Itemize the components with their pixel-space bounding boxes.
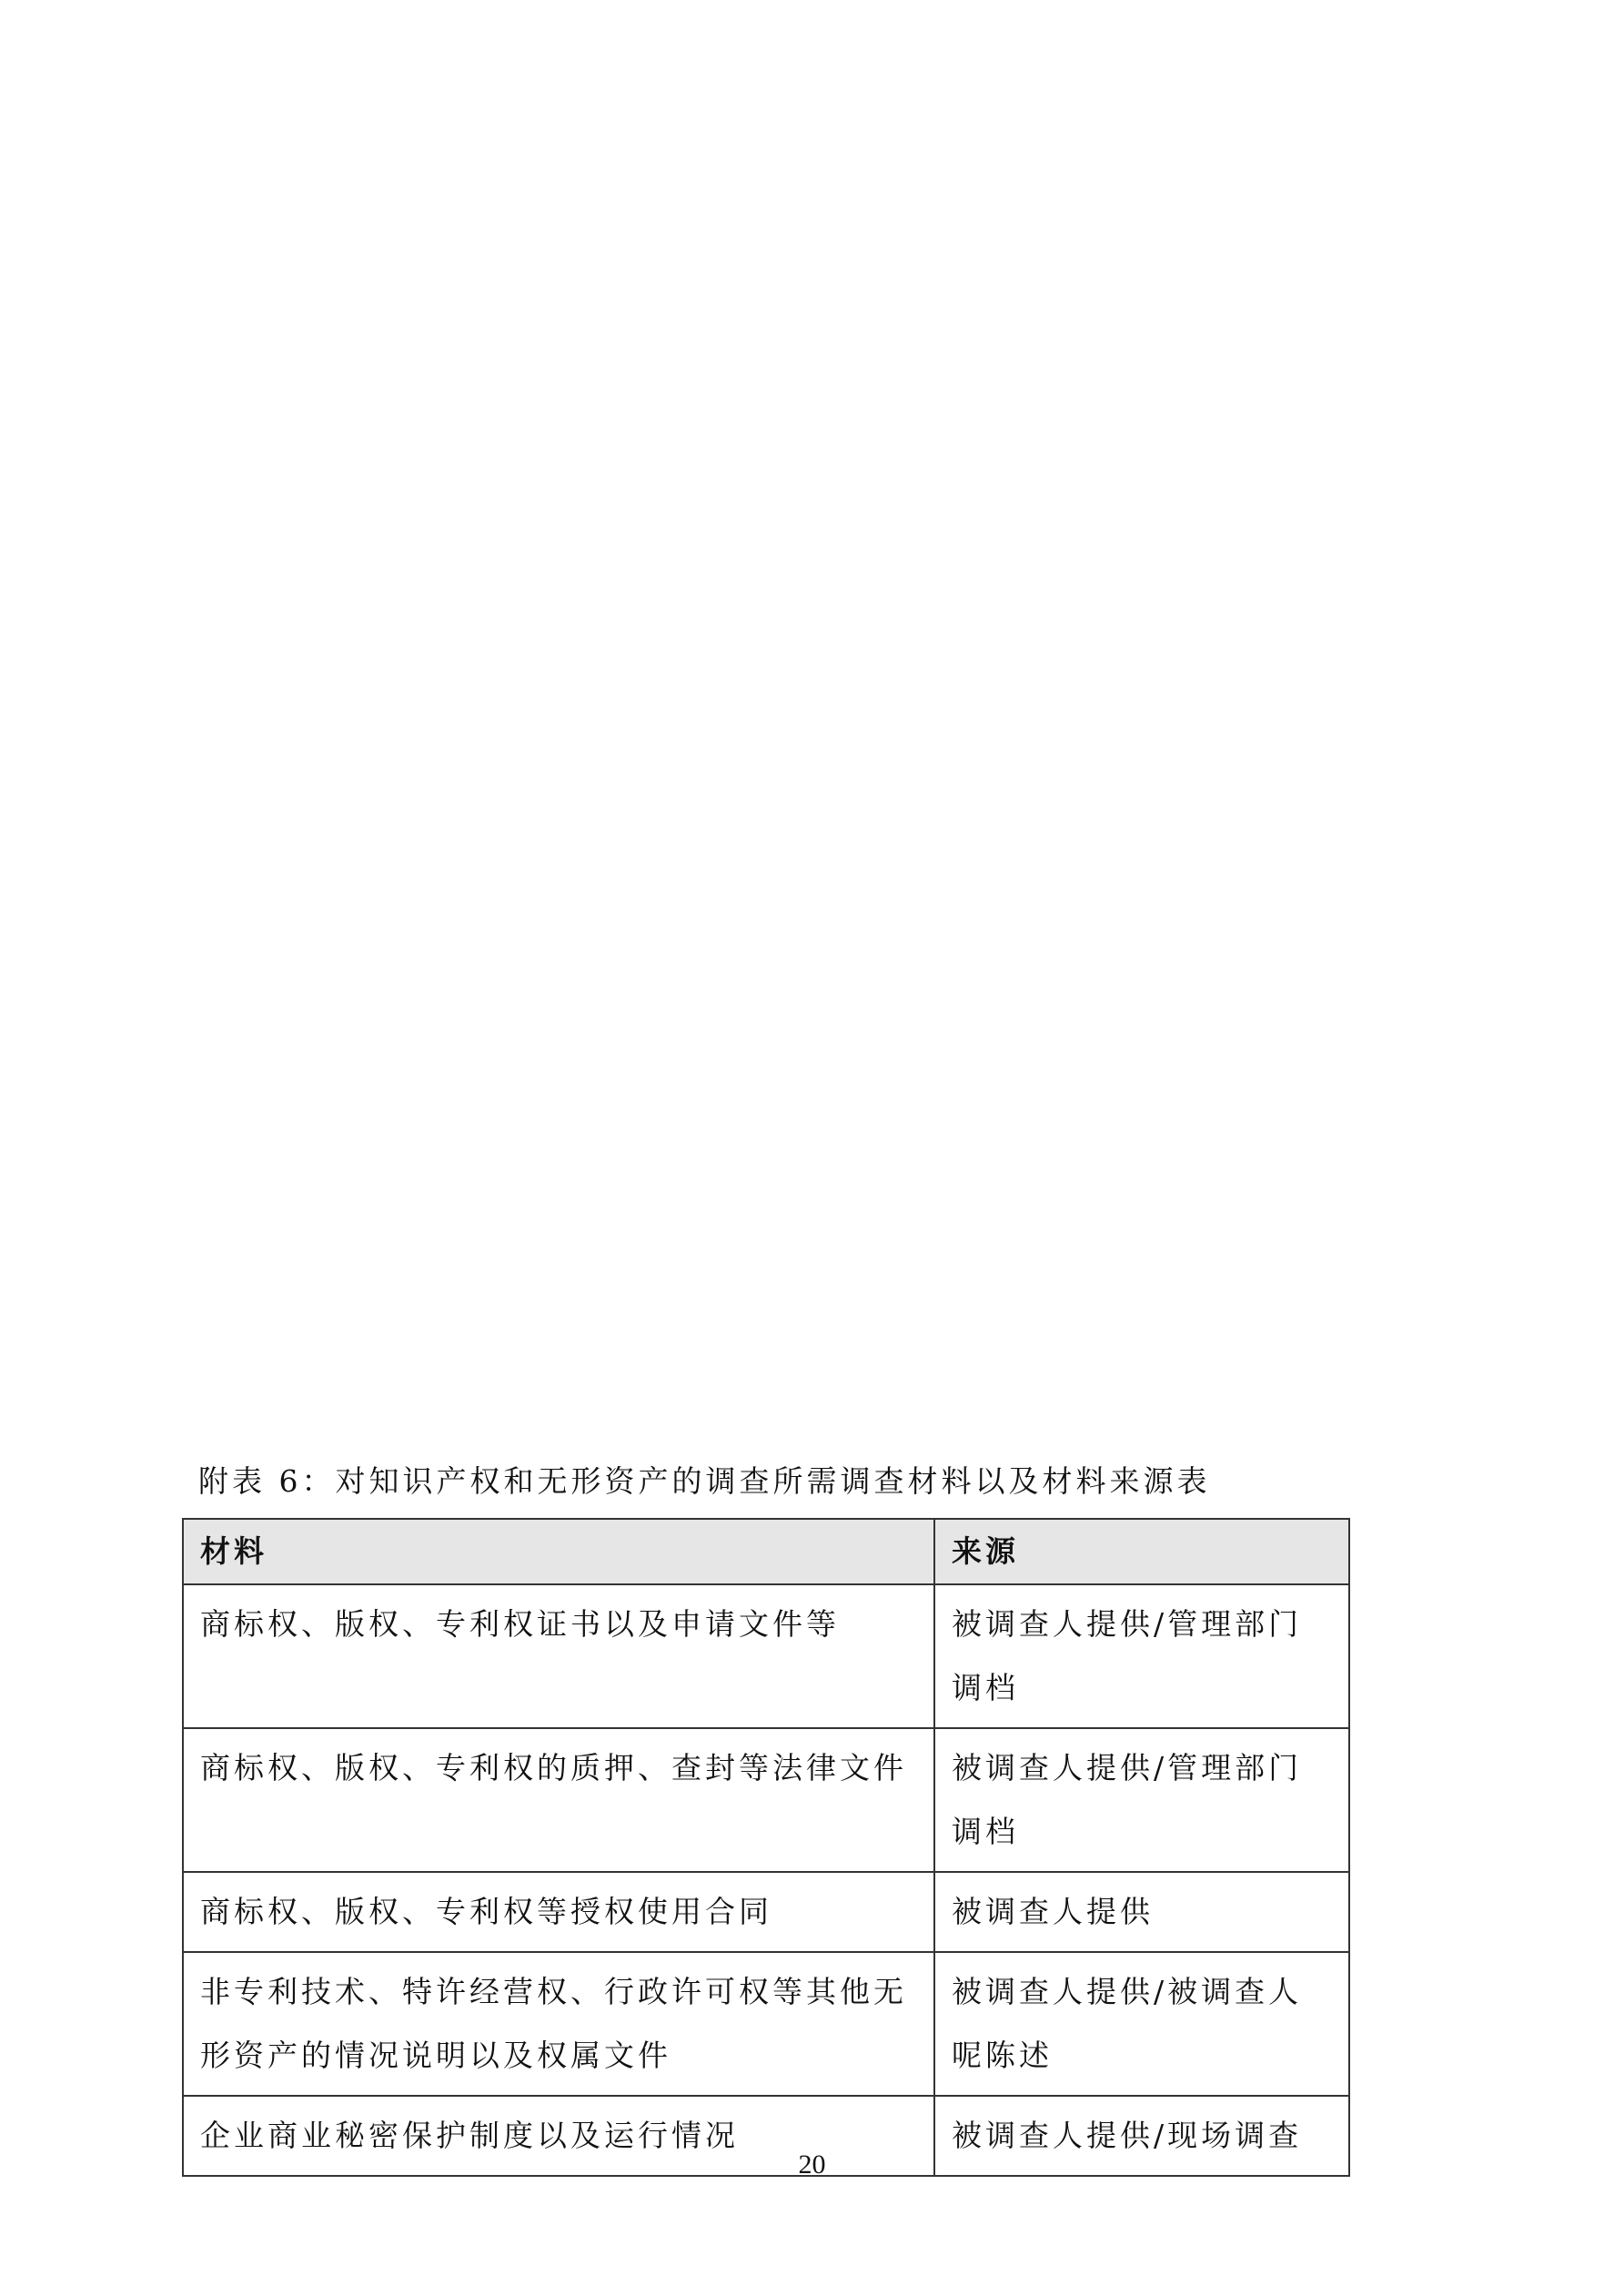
material-cell: 企业商业秘密保护制度以及运行情况 bbox=[183, 2096, 934, 2176]
material-cell: 商标权、版权、专利权等授权使用合同 bbox=[183, 1872, 934, 1952]
source-cell: 被调查人提供/管理部门调档 bbox=[934, 1584, 1349, 1728]
table-header-row bbox=[183, 1519, 1349, 1584]
table-row bbox=[183, 1584, 1349, 1728]
page-number: 20 bbox=[798, 2149, 826, 2180]
material-cell: 商标权、版权、专利权的质押、查封等法律文件 bbox=[183, 1728, 934, 1872]
source-cell: 被调查人提供/被调查人呢陈述 bbox=[934, 1952, 1349, 2096]
source-cell: 被调查人提供/管理部门调档 bbox=[934, 1728, 1349, 1872]
header-source: 来源 bbox=[934, 1519, 1349, 1584]
table-row bbox=[183, 1872, 1349, 1952]
table-caption: 附表 6：对知识产权和无形资产的调查所需调查材料以及材料来源表 bbox=[198, 1463, 1211, 1499]
header-materials: 材料 bbox=[183, 1519, 934, 1584]
source-cell: 被调查人提供 bbox=[934, 1872, 1349, 1952]
materials-source-table bbox=[182, 1518, 1350, 2177]
material-cell: 非专利技术、特许经营权、行政许可权等其他无形资产的情况说明以及权属文件 bbox=[183, 1952, 934, 2096]
table-row bbox=[183, 1952, 1349, 2096]
table-row bbox=[183, 1728, 1349, 1872]
material-cell: 商标权、版权、专利权证书以及申请文件等 bbox=[183, 1584, 934, 1728]
source-cell: 被调查人提供/现场调查 bbox=[934, 2096, 1349, 2176]
